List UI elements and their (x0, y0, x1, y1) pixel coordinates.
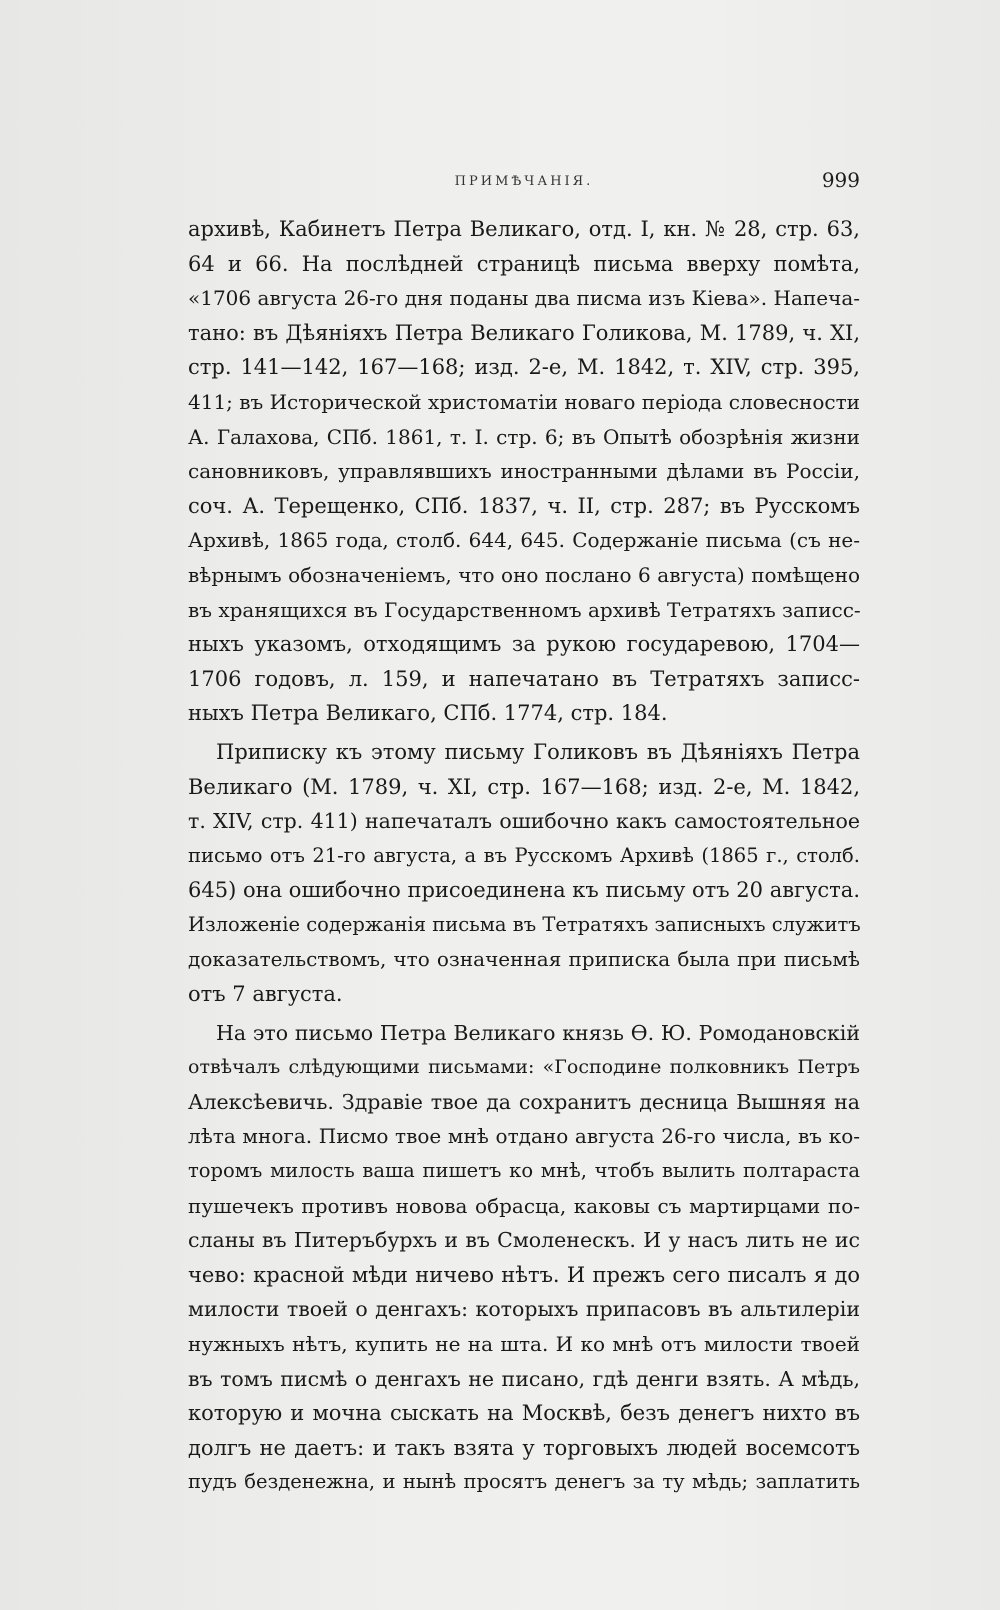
text-line: т. XIV, стр. 411) напечаталъ ошибочно какъ самостоятельное (188, 809, 860, 834)
text-line: доказательствомъ, что означенная приписка была при письмѣ (188, 947, 860, 972)
text-line: 1706 годовъ, л. 159, и напечатано въ Тетратяхъ записс- (188, 666, 860, 691)
text-line: письмо отъ 21-го августа, а въ Русскомъ Архивѣ (1865 г., столб. (188, 843, 860, 867)
text-line: стр. 141—142, 167—168; изд. 2-е, М. 1842, т. XIV, стр. 395, (188, 355, 860, 380)
text-line: Алексѣевичь. Здравіе твое да сохранитъ десница Вышняя на (188, 1089, 860, 1114)
text-line: милости твоей о денгахъ: которыхъ припасовъ въ альтилеріи (188, 1297, 860, 1322)
paragraph-2 (188, 735, 860, 1012)
text-line: А. Галахова, СПб. 1861, т. I. стр. 6; въ Опытѣ обозрѣнія жизни (188, 424, 860, 449)
text-line: которую и мочна сыскать на Москвѣ, безъ денегъ нихто въ (188, 1401, 860, 1426)
text-line: «1706 августа 26-го дня поданы два писма изъ Кіева». Напеча- (188, 286, 860, 311)
text-line: сланы въ Питеръбурхъ и въ Смоленескъ. И у насъ лить не ис (188, 1228, 860, 1253)
text-line: сановниковъ, управлявшихъ иностранными дѣлами въ Россіи, (188, 459, 860, 484)
paragraph-3 (188, 1016, 860, 1500)
text-line: На это письмо Петра Великаго князь Ѳ. Ю. Ромодановскій (216, 1020, 860, 1045)
text-line: пушечекъ противъ новова обрасца, каковы съ мартирцами по- (188, 1193, 860, 1218)
text-line: 645) она ошибочно присоединена къ письму отъ 20 августа. (188, 878, 860, 903)
text-line: 64 и 66. На послѣдней страницѣ письма вверху помѣта, (188, 251, 860, 276)
text-line: долгъ не даетъ: и такъ взята у торговыхъ людей восемсотъ (188, 1435, 860, 1460)
text-line: архивѣ, Кабинетъ Петра Великаго, отд. I, кн. № 28, стр. 63, (188, 217, 860, 241)
text-line: Великаго (М. 1789, ч. XI, стр. 167—168; изд. 2-е, М. 1842, (188, 774, 860, 799)
paragraph-1 (188, 212, 860, 731)
text-line: 411; въ Исторической христоматіи новаго періода словесности (188, 389, 860, 414)
running-head (188, 168, 860, 196)
text-line: лѣта многа. Писмо твое мнѣ отдано августа 26-го числа, въ ко- (188, 1124, 860, 1149)
text-line: Архивѣ, 1865 года, столб. 644, 645. Содержаніе письма (съ не- (188, 528, 860, 553)
text-line: отъ 7 августа. (188, 982, 343, 1007)
text-line: ныхъ указомъ, отходящимъ за рукою государевою, 1704— (188, 632, 860, 657)
text-line: торомъ милость ваша пишетъ ко мнѣ, чтобъ вылить полтараста (188, 1159, 860, 1183)
running-head-title: ПРИМѢЧАНІЯ. (454, 174, 594, 189)
body-text (188, 212, 860, 1500)
text-line: пудъ безденежна, и нынѣ просятъ денегъ за ту мѣдь; заплатить (188, 1470, 860, 1494)
text-line: вѣрнымъ обозначеніемъ, что оно послано 6 августа) помѣщено (188, 562, 860, 587)
text-line: Изложеніе содержанія письма въ Тетратяхъ записныхъ служитъ (188, 912, 861, 936)
page-number: 999 (821, 168, 860, 192)
text-line: въ хранящихся въ Государственномъ архивѣ Тетратяхъ записс- (188, 597, 861, 622)
text-line: Приписку къ этому письму Голиковъ въ Дѣяніяхъ Петра (216, 739, 860, 764)
text-line: отвѣчалъ слѣдующими письмами: «Господине полковникъ Петръ (188, 1056, 860, 1079)
text-line: соч. А. Терещенко, СПб. 1837, ч. II, стр. 287; въ Русскомъ (188, 493, 860, 518)
text-line: тано: въ Дѣяніяхъ Петра Великаго Голикова, М. 1789, ч. XI, (188, 320, 860, 345)
text-line: нужныхъ нѣтъ, купить не на шта. И ко мнѣ отъ милости твоей (188, 1332, 860, 1356)
text-line: въ томъ писмѣ о денгахъ не писано, гдѣ денги взять. А мѣдь, (188, 1366, 860, 1391)
text-line: чево: красной мѣди ничево нѣтъ. И прежъ сего писалъ я до (188, 1262, 860, 1287)
text-line: ныхъ Петра Великаго, СПб. 1774, стр. 184. (188, 701, 668, 726)
